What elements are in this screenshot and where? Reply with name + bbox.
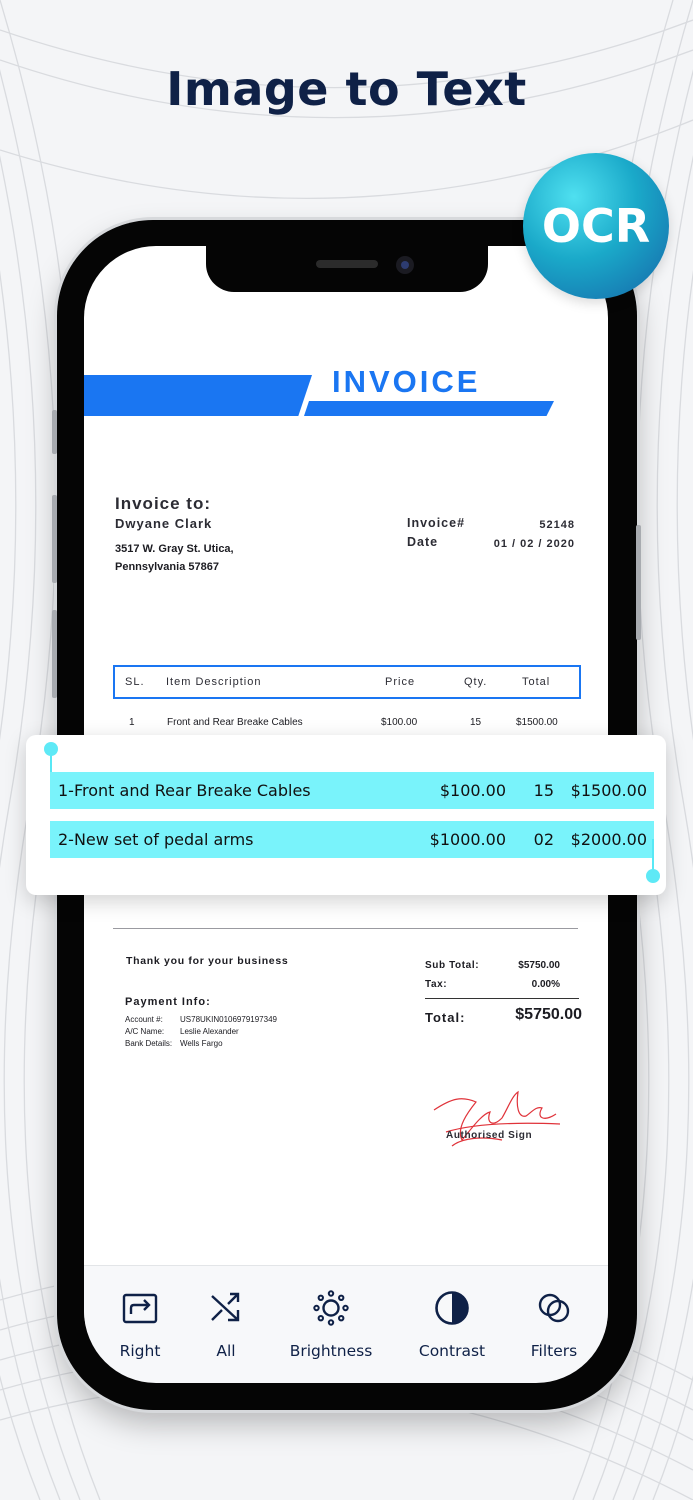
row-description: Front and Rear Breake Cables — [167, 717, 303, 728]
header-sl: SL. — [125, 676, 145, 688]
ocr-text-row[interactable] — [50, 821, 654, 858]
client-address — [115, 540, 234, 576]
phone-notch — [206, 246, 488, 292]
filters-button[interactable] — [504, 1266, 604, 1376]
invoice-title: INVOICE — [332, 364, 481, 399]
thank-you-note: Thank you for your business — [126, 955, 289, 967]
payment-label: Account #: — [125, 1015, 163, 1024]
ocr-row-description: 2-New set of pedal arms — [58, 830, 254, 849]
selection-handle-start[interactable] — [44, 742, 58, 756]
shuffle-all-button[interactable] — [176, 1266, 276, 1376]
table-row — [115, 708, 579, 728]
side-button — [636, 525, 641, 640]
header-price: Price — [385, 676, 416, 688]
page-headline: Image to Text — [166, 62, 527, 116]
tool-label: Right — [119, 1342, 161, 1360]
editing-toolbar — [84, 1265, 608, 1383]
tax-value: 0.00% — [531, 979, 560, 990]
row-price: $100.00 — [381, 717, 418, 728]
total-label: Total: — [425, 1010, 466, 1025]
invoice-header-bar — [304, 401, 554, 416]
total-value: $5750.00 — [515, 1006, 582, 1023]
ocr-result-card — [26, 735, 666, 895]
row-sl: 1 — [129, 717, 135, 728]
header-total: Total — [522, 676, 551, 688]
brightness-icon — [313, 1290, 349, 1326]
totals-labels — [425, 956, 479, 994]
ocr-row-description: 1-Front and Rear Breake Cables — [58, 781, 311, 800]
front-camera — [396, 256, 414, 274]
invoice-number-label: Invoice# — [407, 516, 466, 530]
invoice-meta-labels — [407, 514, 465, 552]
tool-label: All — [216, 1342, 236, 1360]
ocr-badge: OCR — [523, 153, 669, 299]
header-qty: Qty. — [464, 676, 488, 688]
row-qty: 15 — [470, 717, 482, 728]
payment-label: Bank Details: — [125, 1039, 173, 1048]
payment-value: Wells Fargo — [180, 1039, 223, 1048]
address-line: 3517 W. Gray St. Utica, — [115, 543, 234, 555]
ocr-row-price: $1000.00 — [429, 830, 506, 849]
contrast-icon — [434, 1290, 470, 1326]
ocr-row-qty: 02 — [533, 830, 554, 849]
ocr-row-price: $100.00 — [439, 781, 506, 800]
totals-values — [494, 956, 560, 994]
speaker-grille — [316, 260, 378, 268]
invoice-date-label: Date — [407, 535, 439, 549]
client-name: Dwyane Clark — [115, 516, 213, 531]
invoice-header-bar — [84, 375, 312, 416]
side-button — [52, 495, 57, 583]
contrast-button[interactable] — [402, 1266, 502, 1376]
ocr-row-total: $2000.00 — [570, 830, 647, 849]
payment-value: Leslie Alexander — [180, 1027, 239, 1036]
tool-label: Contrast — [418, 1342, 486, 1360]
address-line: Pennsylvania 57867 — [115, 561, 219, 573]
subtotal-label: Sub Total: — [425, 960, 480, 971]
payment-label: A/C Name: — [125, 1027, 165, 1036]
header-description: Item Description — [166, 676, 262, 688]
invoice-date: 01 / 02 / 2020 — [493, 538, 575, 550]
payment-value: US78UKIN0106979197349 — [180, 1015, 277, 1024]
row-total: $1500.00 — [516, 717, 558, 728]
invoice-divider — [113, 928, 578, 929]
ocr-text-row[interactable] — [50, 772, 654, 809]
tool-label: Brightness — [289, 1342, 373, 1360]
rotate-right-icon — [122, 1290, 158, 1326]
side-button — [52, 410, 57, 454]
authorised-sign-label: Authorised Sign — [446, 1130, 533, 1141]
invoice-to-label: Invoice to: — [115, 494, 212, 513]
shuffle-icon — [208, 1290, 244, 1326]
filters-icon — [536, 1290, 572, 1326]
brightness-button[interactable] — [281, 1266, 381, 1376]
ocr-row-qty: 15 — [533, 781, 554, 800]
invoice-table-header — [113, 665, 581, 699]
tax-label: Tax: — [425, 979, 448, 990]
invoice-number: 52148 — [539, 519, 575, 531]
selection-handle-end[interactable] — [646, 869, 660, 883]
side-button — [52, 610, 57, 698]
payment-info-title: Payment Info: — [125, 996, 211, 1008]
totals-divider — [425, 998, 579, 999]
subtotal-value: $5750.00 — [518, 960, 560, 971]
invoice-meta-values — [474, 516, 575, 554]
ocr-row-total: $1500.00 — [570, 781, 647, 800]
rotate-right-button[interactable] — [90, 1266, 190, 1376]
tool-label: Filters — [530, 1342, 578, 1360]
